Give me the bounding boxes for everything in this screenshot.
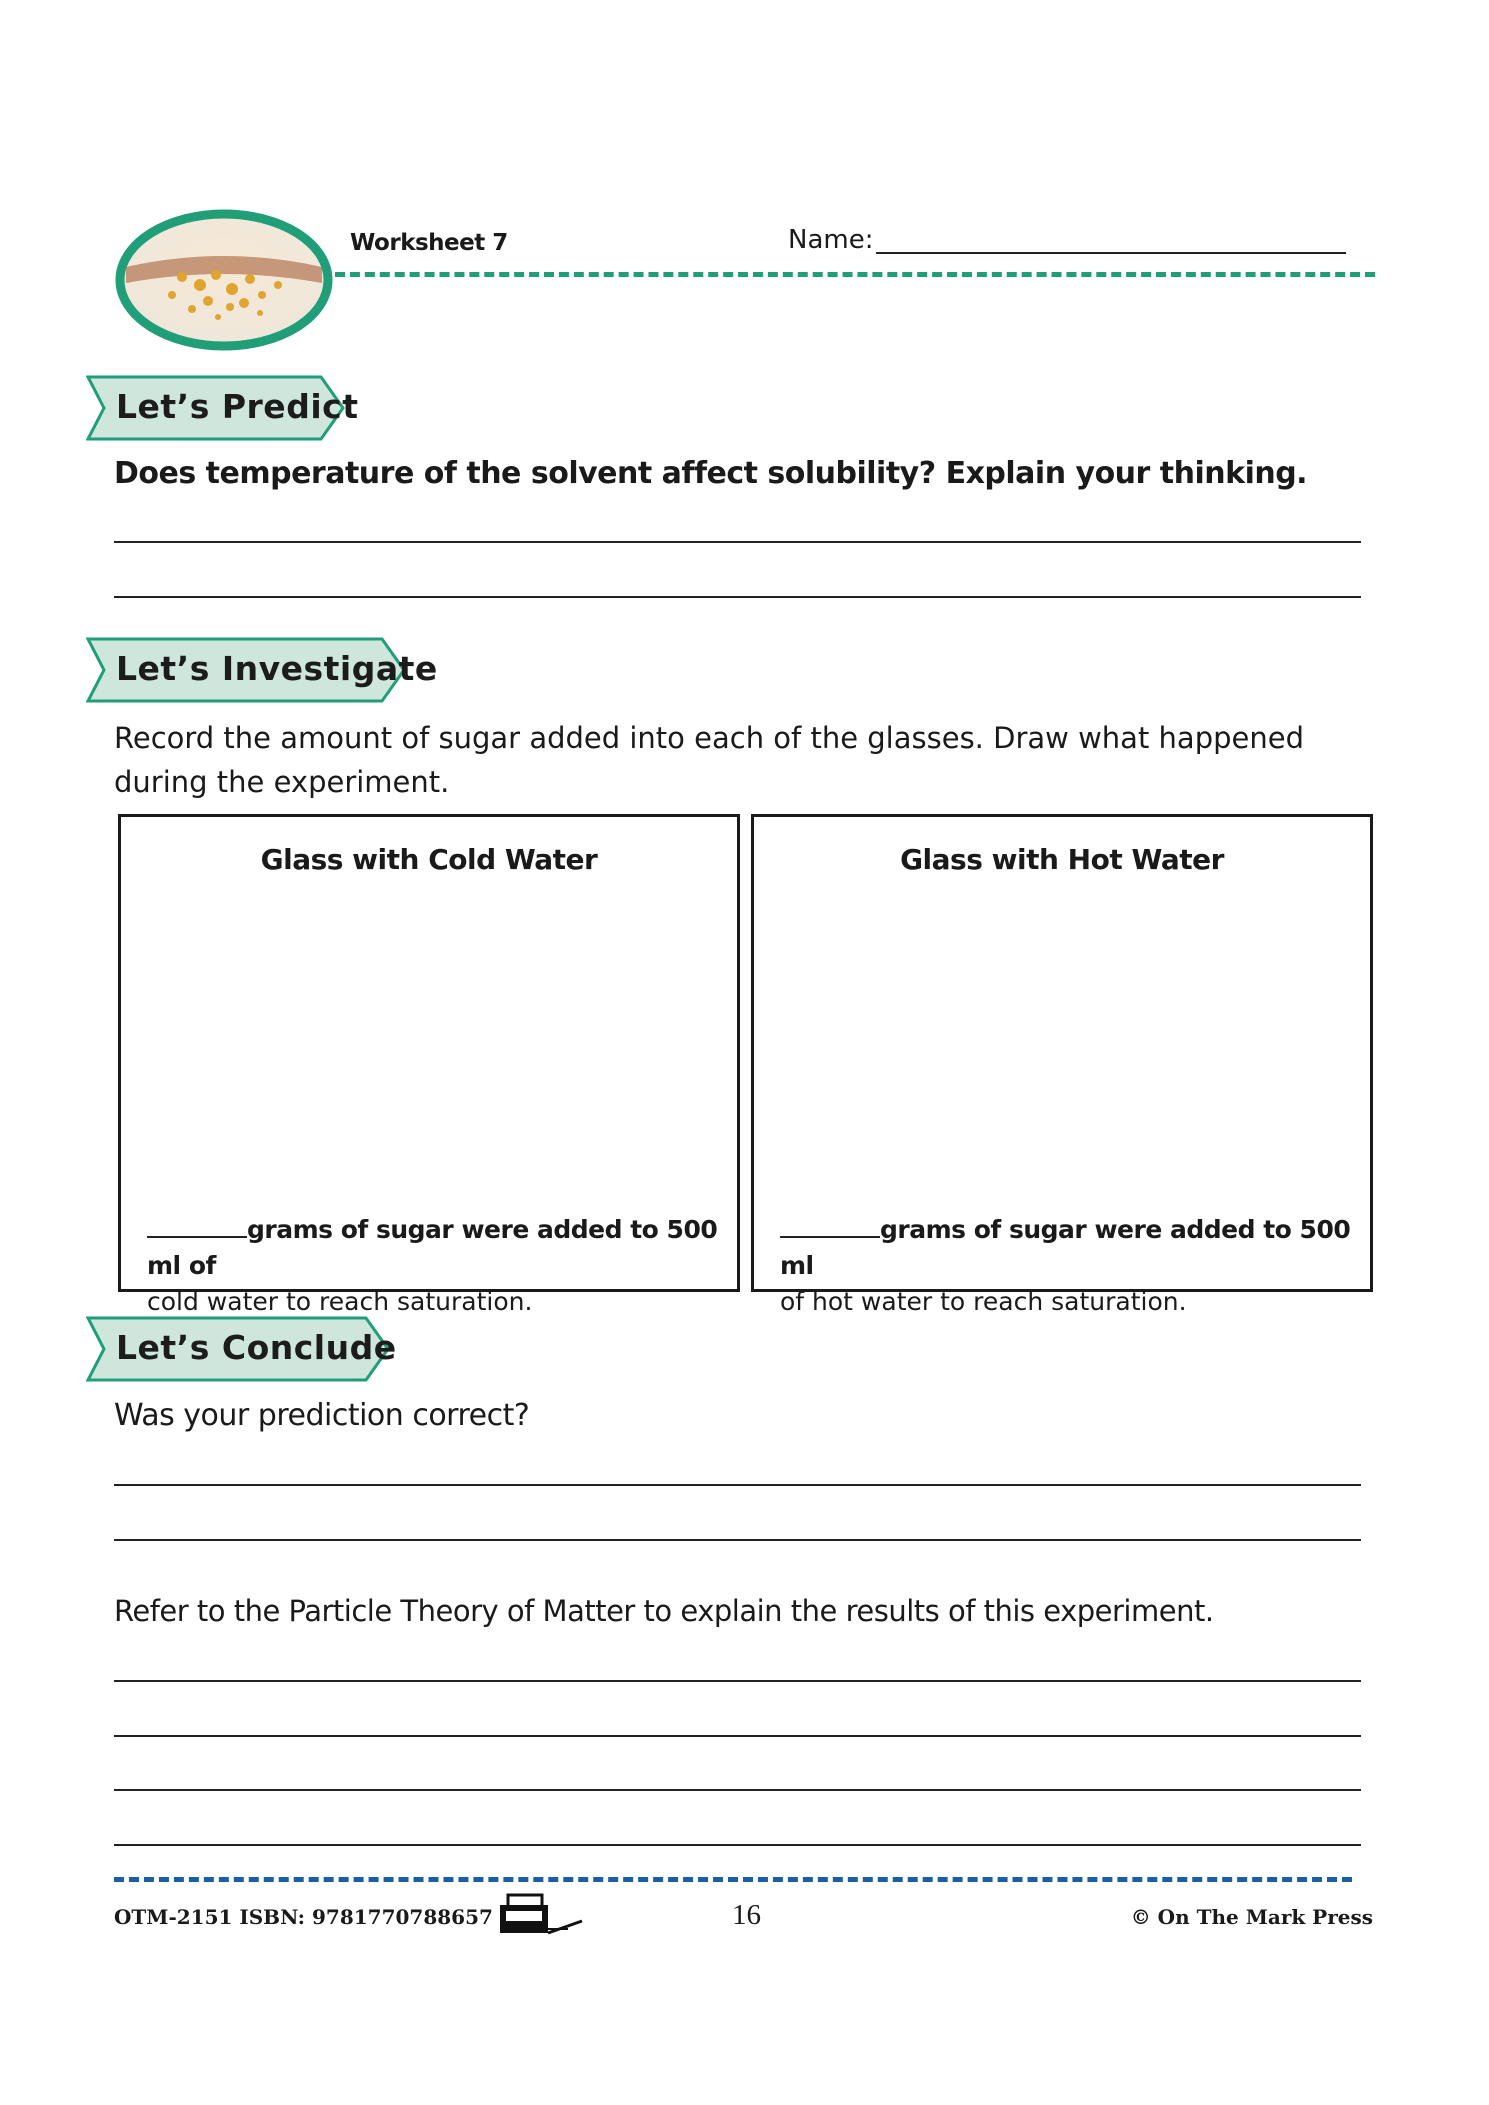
footer-code: OTM-2151 ISBN: 9781770788657 — [114, 1905, 493, 1929]
footer-publisher: © On The Mark Press — [1130, 1905, 1373, 1929]
conclude-question-2: Refer to the Particle Theory of Matter to explain the results of this experiment. — [114, 1594, 1214, 1628]
cold-caption-bold: grams of sugar were added to 500 ml of — [147, 1215, 718, 1280]
answer-line[interactable] — [114, 1735, 1361, 1737]
answer-line[interactable] — [114, 1680, 1361, 1682]
name-label: Name: — [788, 225, 874, 255]
investigate-tab — [86, 637, 438, 703]
answer-line[interactable] — [114, 1539, 1361, 1541]
cold-water-caption — [147, 1212, 723, 1320]
answer-line[interactable] — [114, 596, 1361, 598]
cold-water-box[interactable] — [118, 814, 740, 1316]
investigate-tab-label: Let’s Investigate — [116, 649, 438, 688]
predict-tab-label: Let’s Predict — [116, 387, 359, 426]
footer-divider — [114, 1877, 1352, 1882]
worksheet-label: Worksheet 7 — [350, 230, 508, 256]
name-field[interactable] — [876, 252, 1346, 254]
cold-caption-rest: cold water to reach saturation. — [147, 1287, 533, 1316]
answer-line[interactable] — [114, 1484, 1361, 1486]
conclude-tab — [86, 1316, 397, 1382]
cold-grams-blank[interactable] — [147, 1236, 247, 1238]
hot-water-caption — [780, 1212, 1356, 1320]
answer-line[interactable] — [114, 541, 1361, 543]
conclude-tab-label: Let’s Conclude — [116, 1328, 397, 1367]
hot-water-title: Glass with Hot Water — [900, 843, 1224, 876]
hot-caption-bold: grams of sugar were added to 500 ml — [780, 1215, 1351, 1280]
conclude-question-1: Was your prediction correct? — [114, 1398, 530, 1433]
page-number: 16 — [732, 1899, 761, 1931]
investigate-instructions: Record the amount of sugar added into each of the glasses. Draw what happened during the experiment. — [114, 721, 1304, 799]
hot-grams-blank[interactable] — [780, 1236, 880, 1238]
cold-water-title: Glass with Cold Water — [260, 843, 598, 876]
answer-line[interactable] — [114, 1844, 1361, 1846]
hot-caption-rest: of hot water to reach saturation. — [780, 1287, 1187, 1316]
publisher-logo-icon — [498, 1893, 586, 1937]
header-divider — [335, 272, 1375, 277]
predict-question: Does temperature of the solvent affect solubility? Explain your thinking. — [114, 456, 1308, 491]
answer-line[interactable] — [114, 1789, 1361, 1791]
hot-water-box[interactable] — [751, 814, 1373, 1316]
sugar-dissolving-logo-image — [112, 205, 336, 355]
predict-tab — [86, 375, 359, 441]
